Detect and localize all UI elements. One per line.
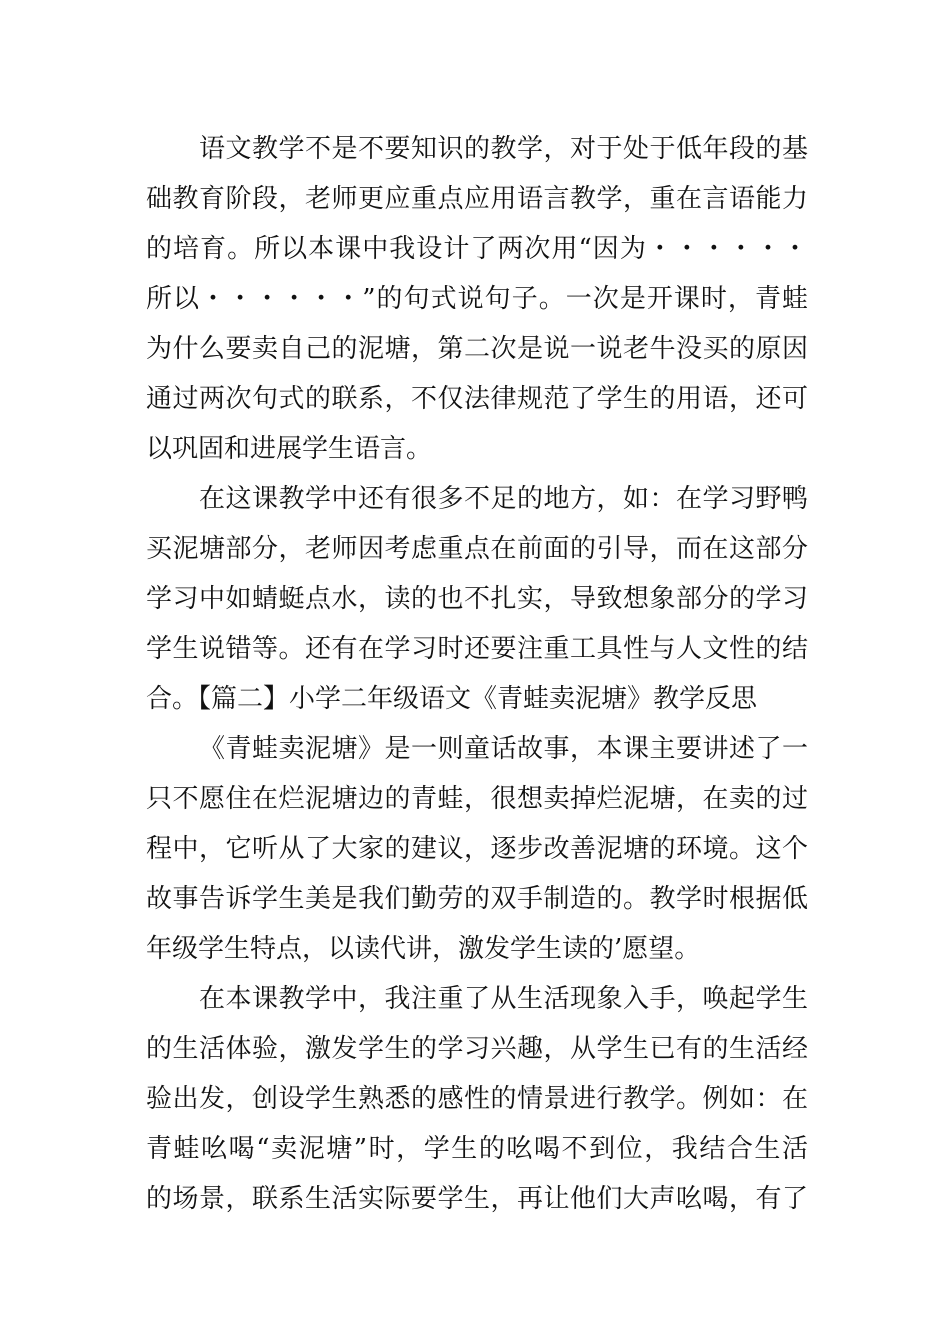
text-line: 础教育阶段，老师更应重点应用语言教学，重在言语能力 bbox=[146, 184, 808, 214]
text-line: 买泥塘部分，老师因考虑重点在前面的引导，而在这部分 bbox=[146, 534, 808, 564]
text-line: 语文教学不是不要知识的教学，对于处于低年段的基 bbox=[199, 134, 808, 164]
text-line: 只不愿住在烂泥塘边的青蛙，很想卖掉烂泥塘，在卖的过 bbox=[146, 784, 808, 814]
text-line: 学习中如蜻蜓点水，读的也不扎实，导致想象部分的学习 bbox=[146, 584, 808, 614]
paragraph bbox=[146, 724, 808, 974]
text-line: 的培育。所以本课中我设计了两次用“因为・・・・・・ bbox=[146, 234, 808, 264]
text-line: 年级学生特点，以读代讲，激发学生读的’愿望。 bbox=[146, 934, 701, 964]
paragraph bbox=[146, 474, 808, 724]
text-line: 在这课教学中还有很多不足的地方，如：在学习野鸭 bbox=[199, 484, 808, 514]
text-line: 程中，它听从了大家的建议，逐步改善泥塘的环境。这个 bbox=[146, 834, 808, 864]
text-line: 的生活体验，激发学生的学习兴趣，从学生已有的生活经 bbox=[146, 1034, 808, 1064]
text-line: 合。【篇二】小学二年级语文《青蛙卖泥塘》教学反思 bbox=[146, 684, 758, 714]
text-line: 以巩固和进展学生语言。 bbox=[146, 434, 433, 464]
paragraph bbox=[146, 124, 808, 474]
document-page bbox=[146, 124, 808, 1224]
text-line: 学生说错等。还有在学习时还要注重工具性与人文性的结 bbox=[146, 634, 808, 664]
paragraph bbox=[146, 974, 808, 1224]
text-line: 的场景，联系生活实际要学生，再让他们大声吆喝，有了 bbox=[146, 1184, 808, 1214]
text-line: 《青蛙卖泥塘》是一则童话故事，本课主要讲述了一 bbox=[199, 734, 808, 764]
text-line: 为什么要卖自己的泥塘，第二次是说一说老牛没买的原因 bbox=[146, 334, 808, 364]
text-line: 所以・・・・・・”的句式说句子。一次是开课时，青蛙 bbox=[146, 284, 808, 314]
text-line: 验出发，创设学生熟悉的感性的情景进行教学。例如：在 bbox=[146, 1084, 808, 1114]
text-line: 在本课教学中，我注重了从生活现象入手，唤起学生 bbox=[199, 984, 808, 1014]
text-line: 故事告诉学生美是我们勤劳的双手制造的。教学时根据低 bbox=[146, 884, 808, 914]
text-line: 青蛙吆喝“卖泥塘”时，学生的吆喝不到位，我结合生活 bbox=[146, 1134, 808, 1164]
text-line: 通过两次句式的联系，不仅法律规范了学生的用语，还可 bbox=[146, 384, 808, 414]
